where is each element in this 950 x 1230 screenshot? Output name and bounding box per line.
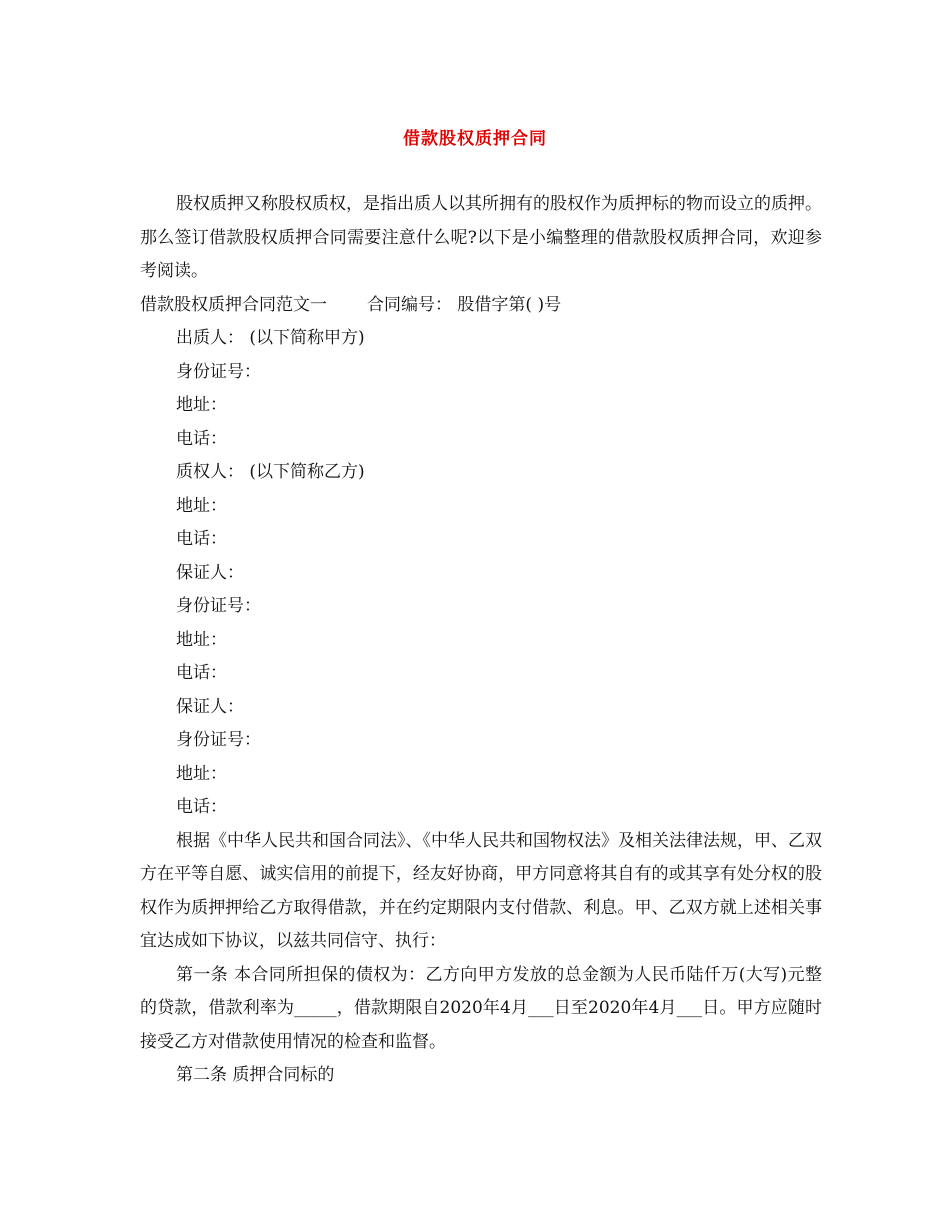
party-list <box>140 322 822 825</box>
party-line: 电话： <box>176 663 227 683</box>
contract-number: 合同编号： 股借字第( )号 <box>367 294 562 315</box>
party-line: 身份证号： <box>176 730 261 750</box>
article-2-heading: 第二条 质押合同标的 <box>176 1065 335 1085</box>
party-line: 电话： <box>176 428 227 449</box>
party-line: 电话： <box>176 529 227 549</box>
party-line: 身份证号： <box>176 596 261 616</box>
party-line: 出质人： (以下简称甲方) <box>176 328 365 348</box>
party-line: 地址： <box>176 629 227 650</box>
party-line: 保证人： <box>176 562 244 583</box>
document-title: 借款股权质押合同 <box>403 129 547 149</box>
party-line: 地址： <box>176 395 227 415</box>
document-body <box>140 188 822 1093</box>
party-line: 地址： <box>176 763 227 784</box>
party-line: 地址： <box>176 495 227 516</box>
intro-paragraph: 股权质押又称股权质权，是指出质人以其所拥有的股权作为质押标的物而设立的质押。那么签订借款股权质押合同需要注意什么呢?以下是小编整理的借款股权质押合同，欢迎参考阅读。 <box>140 194 822 281</box>
party-line: 电话： <box>176 797 227 817</box>
party-line: 质权人： (以下简称乙方) <box>176 462 365 482</box>
party-line: 保证人： <box>176 696 244 717</box>
sample-heading: 借款股权质押合同范文一 <box>140 294 327 315</box>
preamble-paragraph: 根据《中华人民共和国合同法》、《中华人民共和国物权法》及相关法律法规，甲、乙双方在平等自愿、诚实信用的前提下，经友好协商，甲方同意将其自有的或其享有处分权的股权作为质押押给乙方取得借款，并在约定期限内支付借款、利息。甲、乙双方就上述相关事宜达成如下协议，以兹共同信守、执行： <box>140 830 822 951</box>
party-line: 身份证号： <box>176 361 261 382</box>
sample-heading-line <box>140 289 822 323</box>
article-1-paragraph: 第一条 本合同所担保的债权为：乙方向甲方发放的总金额为人民币陆仟万(大写)元整的贷款，借款利率为_____，借款期限自2020年4月___日至2020年4月___日。甲方应随时接受乙方对借款使用情况的检查和监督。 <box>140 964 822 1052</box>
